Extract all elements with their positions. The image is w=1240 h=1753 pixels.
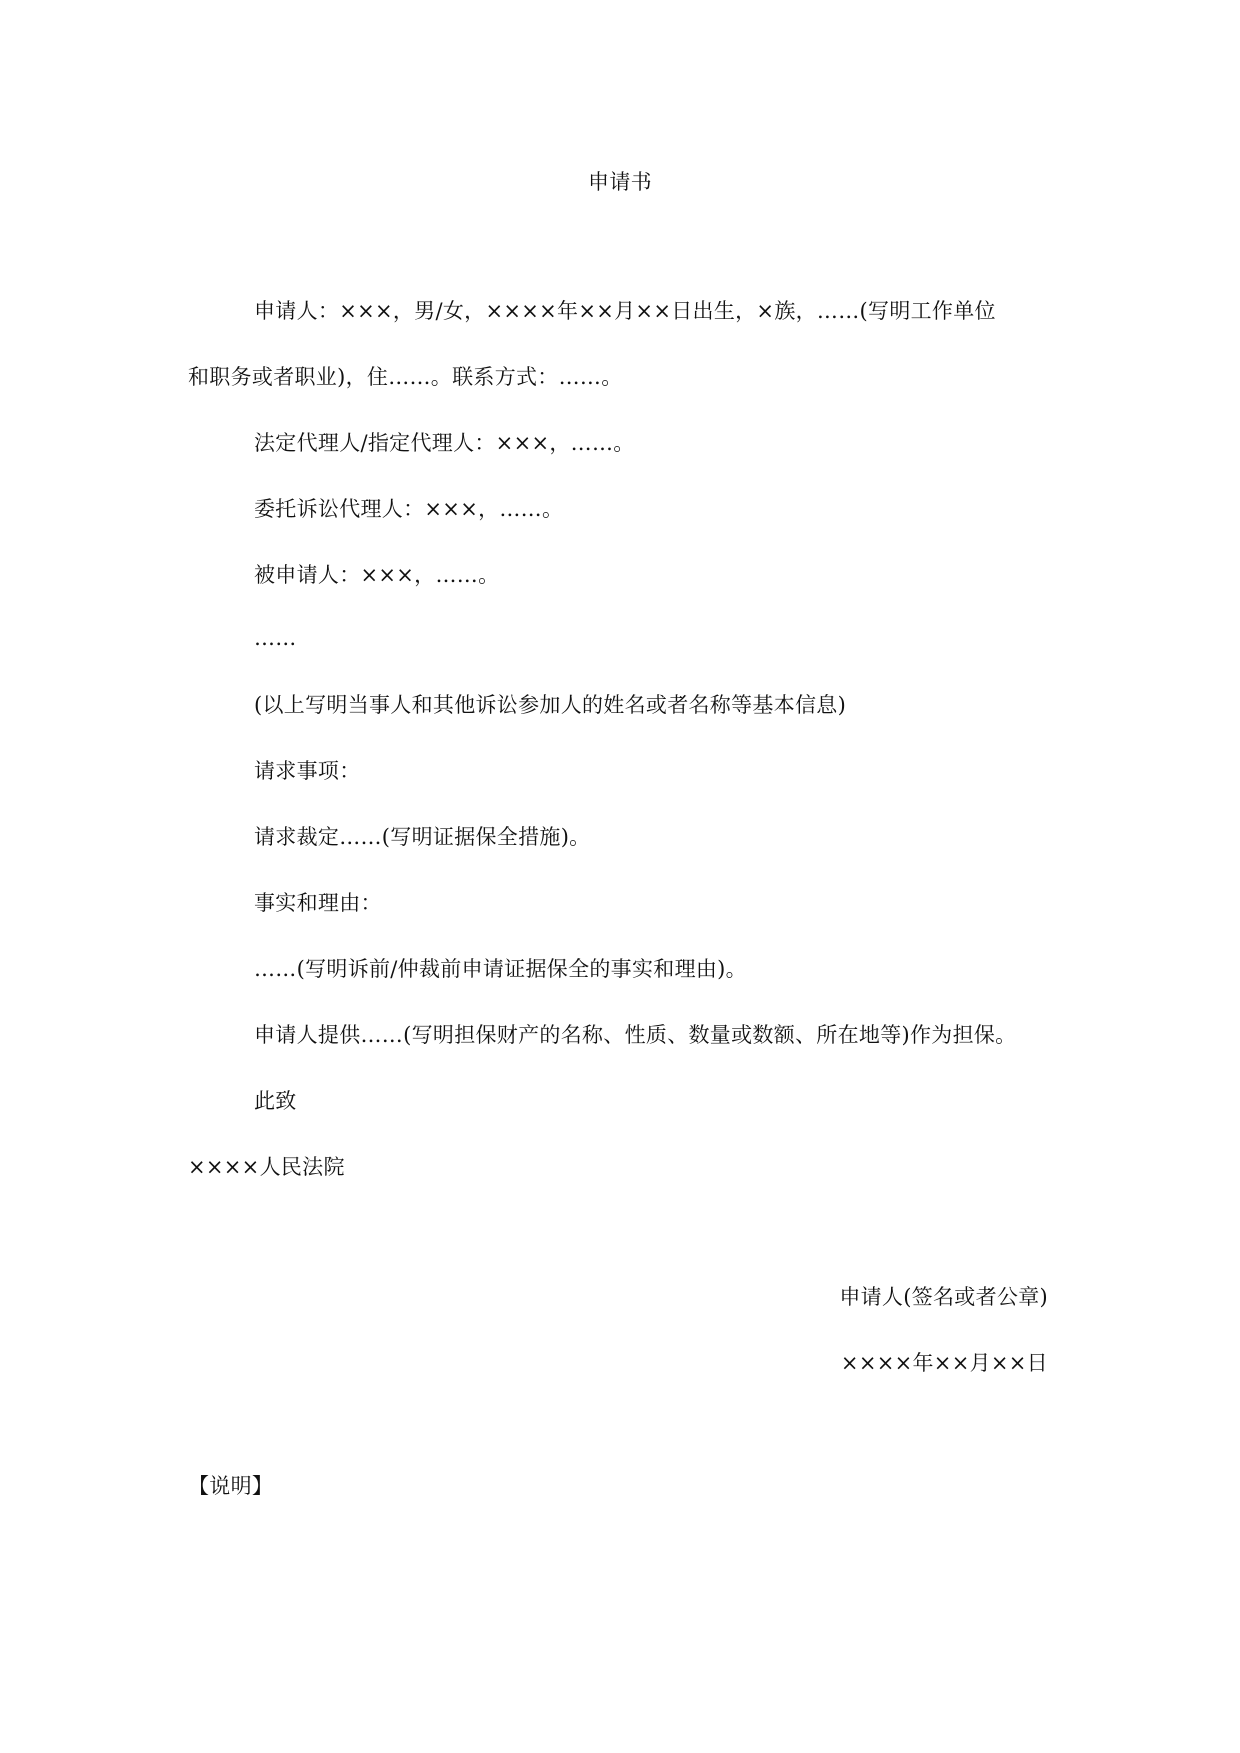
- ellipsis-line: ……: [254, 626, 297, 650]
- salutation: 此致: [254, 1089, 297, 1113]
- legal-agent-line: 法定代理人/指定代理人：×××，……。: [254, 431, 635, 455]
- note-heading: 【说明】: [188, 1474, 274, 1498]
- court-name: ××××人民法院: [188, 1155, 345, 1179]
- signature-signer: 申请人(签名或者公章): [839, 1285, 1048, 1309]
- facts-text: ……(写明诉前/仲裁前申请证据保全的事实和理由)。: [254, 957, 747, 981]
- parties-note: (以上写明当事人和其他诉讼参加人的姓名或者名称等基本信息): [254, 693, 847, 717]
- applicant-line-2: 和职务或者职业)，住……。联系方式：……。: [188, 365, 623, 389]
- guarantee-text: 申请人提供……(写明担保财产的名称、性质、数量或数额、所在地等)作为担保。: [254, 1023, 1017, 1047]
- claims-heading: 请求事项：: [254, 759, 361, 783]
- claims-text: 请求裁定……(写明证据保全措施)。: [254, 825, 591, 849]
- respondent-line: 被申请人：×××，……。: [254, 563, 500, 587]
- signature-date: ××××年××月××日: [840, 1351, 1048, 1375]
- entrusted-agent-line: 委托诉讼代理人：×××，……。: [254, 497, 564, 521]
- page-title: 申请书: [588, 170, 652, 194]
- facts-heading: 事实和理由：: [254, 891, 382, 915]
- applicant-line-1: 申请人：×××，男/女，××××年××月××日出生，×族，……(写明工作单位: [254, 299, 996, 323]
